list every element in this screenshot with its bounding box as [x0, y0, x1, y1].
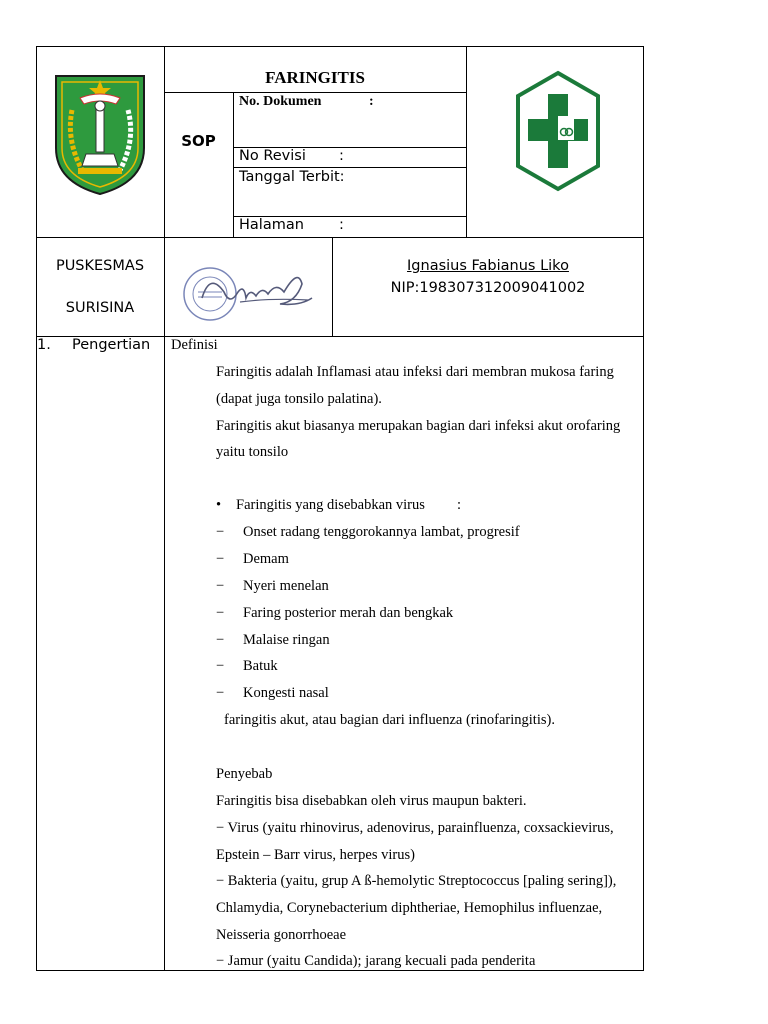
signer-nip: NIP:198307312009041002 — [390, 280, 586, 296]
list-item: Onset radang tenggorokannya lambat, progresif — [243, 524, 520, 540]
regional-emblem-logo — [52, 70, 148, 198]
org-name-line2: SURISINA — [65, 300, 135, 316]
org-name-line1: PUSKESMAS — [55, 258, 145, 274]
bullet-colon: : — [457, 497, 462, 513]
sop-label: SOP — [181, 132, 216, 150]
no-dokumen-colon: : — [369, 94, 374, 109]
dash-icon: − — [216, 551, 225, 567]
paragraph-line: yaitu tonsilo — [216, 444, 289, 460]
list-item: Malaise ringan — [243, 632, 330, 648]
penyebab-line: Epstein – Barr virus, herpes virus) — [216, 847, 415, 863]
dash-icon: − — [216, 578, 225, 594]
paragraph-line: Faringitis akut biasanya merupakan bagian dari infeksi akut orofaring — [216, 418, 621, 434]
list-item: Faring posterior merah dan bengkak — [243, 605, 454, 621]
dash-icon: − — [216, 632, 225, 648]
dash-icon: − — [216, 605, 225, 621]
penyebab-line: Faringitis bisa disebabkan oleh virus maupun bakteri. — [216, 793, 527, 809]
halaman-label: Halaman — [239, 217, 304, 233]
dash-icon: − — [216, 658, 225, 674]
after-list-text: faringitis akut, atau bagian dari influenza (rinofaringitis). — [224, 712, 555, 728]
section-number: 1. — [37, 337, 51, 353]
penyebab-line: − Virus (yaitu rhinovirus, adenovirus, parainfluenza, coxsackievirus, — [216, 820, 614, 836]
bullet-text: Faringitis yang disebabkan virus — [236, 497, 425, 513]
dash-icon: − — [216, 524, 225, 540]
paragraph-line: (dapat juga tonsilo palatina). — [216, 391, 382, 407]
paragraph-line: Faringitis adalah Inflamasi atau infeksi dari membran mukosa faring — [216, 364, 614, 380]
bullet-icon: • — [216, 497, 222, 513]
penyebab-line: − Jamur (yaitu Candida); jarang kecuali pada penderita — [216, 953, 536, 969]
no-dokumen-label: No. Dokumen — [239, 94, 322, 109]
section-heading: Definisi — [171, 337, 218, 353]
list-item: Batuk — [243, 658, 278, 674]
document-title: FARINGITIS — [265, 68, 365, 87]
list-item: Kongesti nasal — [243, 685, 329, 701]
dash-icon: − — [216, 685, 225, 701]
stamp-and-signature — [180, 262, 320, 326]
signer-name: Ignasius Fabianus Liko — [407, 258, 569, 274]
list-item: Demam — [243, 551, 289, 567]
no-revisi-label: No Revisi — [239, 148, 306, 164]
no-revisi-colon: : — [339, 148, 344, 164]
halaman-colon: : — [339, 217, 344, 233]
penyebab-line: Neisseria gonorrhoeae — [216, 927, 347, 943]
list-item: Nyeri menelan — [243, 578, 329, 594]
section-label: Pengertian — [72, 337, 151, 353]
penyebab-line: Chlamydia, Corynebacterium diphtheriae, Hemophilus influenzae, — [216, 900, 603, 916]
penyebab-line: − Bakteria (yaitu, grup A ß-hemolytic Streptococcus [paling sering]), — [216, 873, 617, 889]
tanggal-terbit-label: Tanggal Terbit: — [239, 169, 345, 185]
puskesmas-cross-logo — [514, 70, 602, 192]
penyebab-heading: Penyebab — [216, 766, 273, 782]
